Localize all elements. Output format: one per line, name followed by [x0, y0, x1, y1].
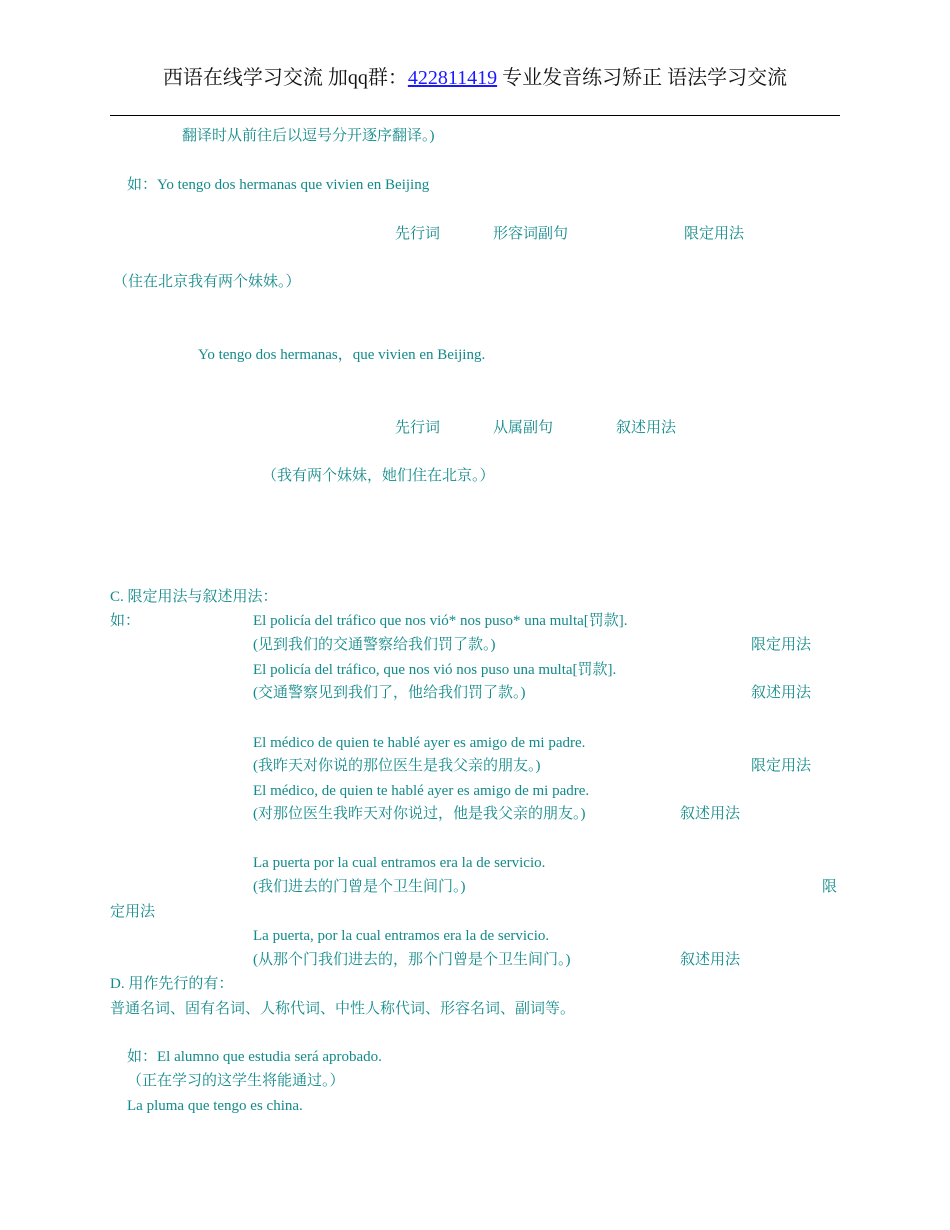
section-b-line: 翻译时从前往后以逗号分开逐序翻译。): [182, 128, 435, 144]
c-row-text: El policía del tráfico, que nos vió nos puso una multa[罚款].: [253, 662, 617, 678]
c-row-text: La puerta por la cual entramos era la de servicio.: [253, 855, 546, 871]
c-row-text: 定用法: [110, 904, 156, 920]
c-row-text: (我昨天对你说的那位医生是我父亲的朋友。): [253, 758, 541, 774]
section-c-ru: 如：: [110, 613, 141, 629]
example1-label-usage: 限定用法: [684, 226, 745, 242]
c-row-label: 限定用法: [751, 758, 812, 774]
c-row-label: 限定用法: [751, 637, 812, 653]
example2-sentence: Yo tengo dos hermanas，que vivien en Beijing.: [198, 347, 486, 363]
example2-translation: （我有两个妹妹，她们住在北京。）: [262, 468, 495, 484]
c-row-text: El médico, de quien te hablé ayer es amigo de mi padre.: [253, 783, 590, 799]
header-prefix: 西语在线学习交流 加qq群：: [162, 67, 408, 89]
section-d-example2: La pluma que tengo es china.: [127, 1098, 303, 1114]
c-row-text: (交通警察见到我们了，他给我们罚了款。): [253, 685, 526, 701]
section-d-translation1: （正在学习的这学生将能通过。）: [127, 1073, 345, 1089]
c-row-text: El policía del tráfico que nos vió* nos puso* una multa[罚款].: [253, 613, 628, 629]
c-row-text: (我们进去的门曾是个卫生间门。): [253, 879, 466, 895]
c-row-label: 叙述用法: [680, 806, 741, 822]
c-row-text: (对那位医生我昨天对你说过，他是我父亲的朋友。): [253, 806, 586, 822]
qq-group-link[interactable]: 422811419: [407, 67, 498, 89]
example1-translation: （住在北京我有两个妹妹。）: [113, 274, 301, 290]
c-row-label: 叙述用法: [680, 952, 741, 968]
header-suffix: 专业发音练习矫正 语法学习交流: [497, 67, 788, 89]
c-row-label: 限: [822, 879, 838, 895]
example2-label-antecedent: 先行词: [395, 420, 441, 436]
example1-sentence: 如：Yo tengo dos hermanas que vivien en Beijing: [127, 177, 430, 193]
page-header: [0, 64, 950, 92]
c-row-text: La puerta, por la cual entramos era la de servicio.: [253, 928, 550, 944]
example2-label-clause: 从属副句: [493, 420, 554, 436]
c-row-text: (见到我们的交通警察给我们罚了款。): [253, 637, 496, 653]
section-c-title: C. 限定用法与叙述用法：: [110, 589, 278, 605]
example2-label-usage: 叙述用法: [616, 420, 677, 436]
c-row-text: (从那个门我们进去的，那个门曾是个卫生间门。): [253, 952, 571, 968]
example1-label-clause: 形容词副句: [493, 226, 569, 242]
c-row-text: El médico de quien te hablé ayer es amigo de mi padre.: [253, 735, 586, 751]
example1-label-antecedent: 先行词: [395, 226, 441, 242]
c-row-label: 叙述用法: [751, 685, 812, 701]
header-divider: [110, 115, 840, 116]
section-d-title: D. 用作先行的有：: [110, 976, 234, 992]
section-d-example1: 如：El alumno que estudia será aprobado.: [127, 1049, 382, 1065]
section-d-list: 普通名词、固有名词、人称代词、中性人称代词、形容名词、副词等。: [110, 1001, 576, 1017]
